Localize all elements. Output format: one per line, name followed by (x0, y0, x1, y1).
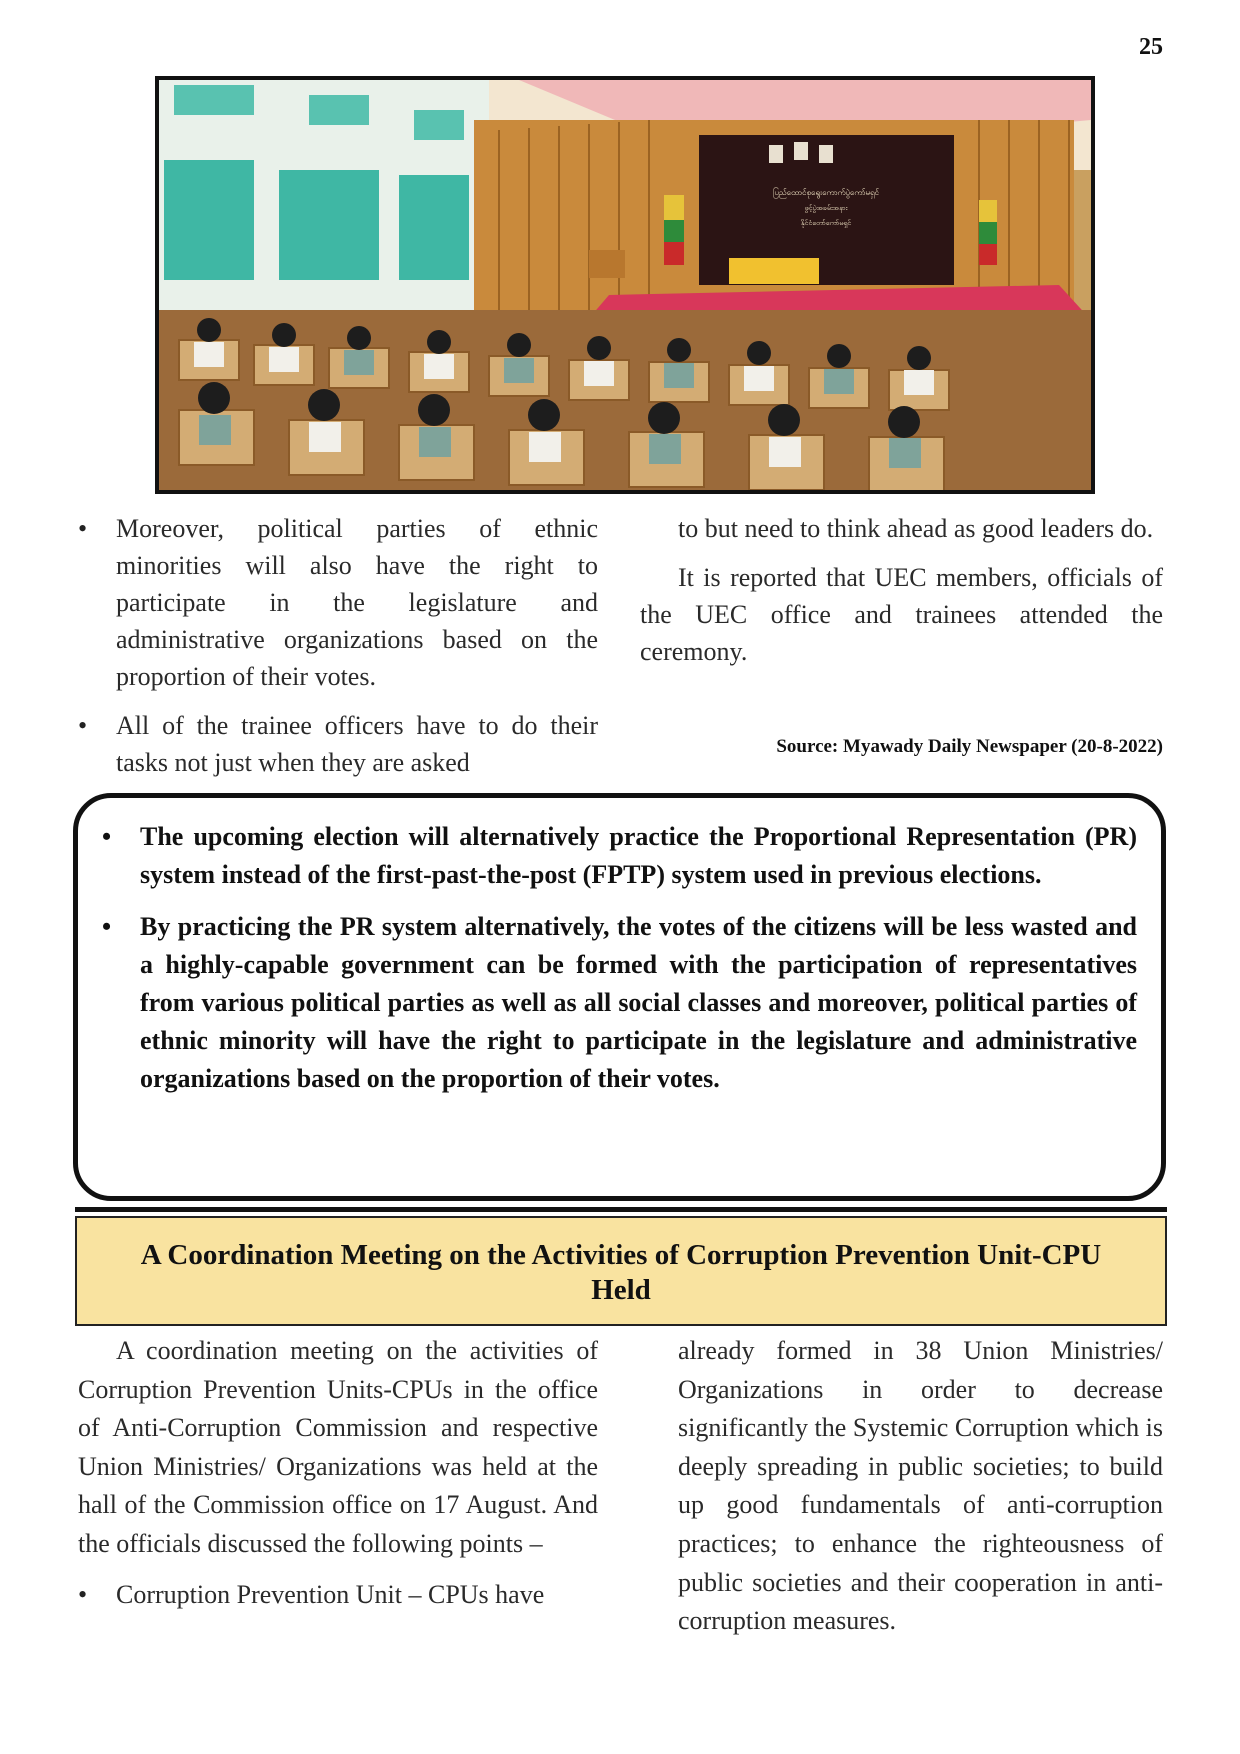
callout-box (73, 793, 1166, 1201)
page-number: 25 (1139, 34, 1163, 60)
bottom-left-column (78, 1332, 598, 1626)
list-item: • All of the trainee officers have to do their tasks not just when they are asked (78, 707, 598, 781)
top-right-column (640, 510, 1163, 682)
callout-item: • The upcoming election will alternatively practice the Proportional Representation (PR) system instead of the first-past-the-post (FPTP) system used in previous elections. (102, 818, 1137, 894)
ceremony-photo (155, 76, 1095, 494)
paragraph: to but need to think ahead as good leaders do. (678, 514, 1154, 543)
source-citation: Source: Myawady Daily Newspaper (20-8-2022) (776, 736, 1163, 757)
paragraph: already formed in 38 Union Ministries/ Organizations in order to decrease significantly the Systemic Corruption which is deeply spreading in public societies; to build up good fundamentals of anti-corruption practices; to enhance the righteousness of public societies and their cooperation in anti-corruption measures. (678, 1336, 1163, 1636)
top-left-column (78, 510, 598, 793)
list-item: • Moreover, political parties of ethnic minorities will also have the right to participate in the legislature and administrative organizations based on the proportion of their votes. (78, 510, 598, 695)
section-divider (75, 1207, 1167, 1212)
bottom-right-column (678, 1332, 1163, 1653)
banner-line-1: ပြည်ထောင်စုရွေးကောက်ပွဲကော်မရှင် (773, 188, 879, 197)
list-item: • Corruption Prevention Unit – CPUs have (78, 1576, 598, 1615)
section-heading-line-1: A Coordination Meeting on the Activities of Corruption Prevention Unit-CPU (140, 1239, 1102, 1271)
paragraph: A coordination meeting on the activities of Corruption Prevention Units-CPUs in the office of Anti-Corruption Commission and respective Union Ministries/ Organizations was held at the hall of the Commission office on 17 August. And the officials discussed the following points – (78, 1336, 598, 1558)
ceremony-photo-illustration (159, 80, 1091, 490)
paragraph: It is reported that UEC members, officials of the UEC office and trainees attended the ceremony. (640, 563, 1163, 666)
section-heading-line-2: Held (591, 1274, 651, 1306)
banner-line-3: နိုင်ငံတော်ကော်မရှင် (800, 219, 852, 227)
banner-line-2: ဖွင့်ပွဲအခမ်းအနား (804, 204, 848, 212)
section-heading (75, 1216, 1167, 1326)
callout-item: • By practicing the PR system alternatively, the votes of the citizens will be less wasted and a highly-capable government can be formed with the participation of representatives from various political parties as well as all social classes and moreover, political parties of ethnic minority will have the right to participate in the legislature and administrative organizations based on the proportion of their votes. (102, 908, 1137, 1098)
